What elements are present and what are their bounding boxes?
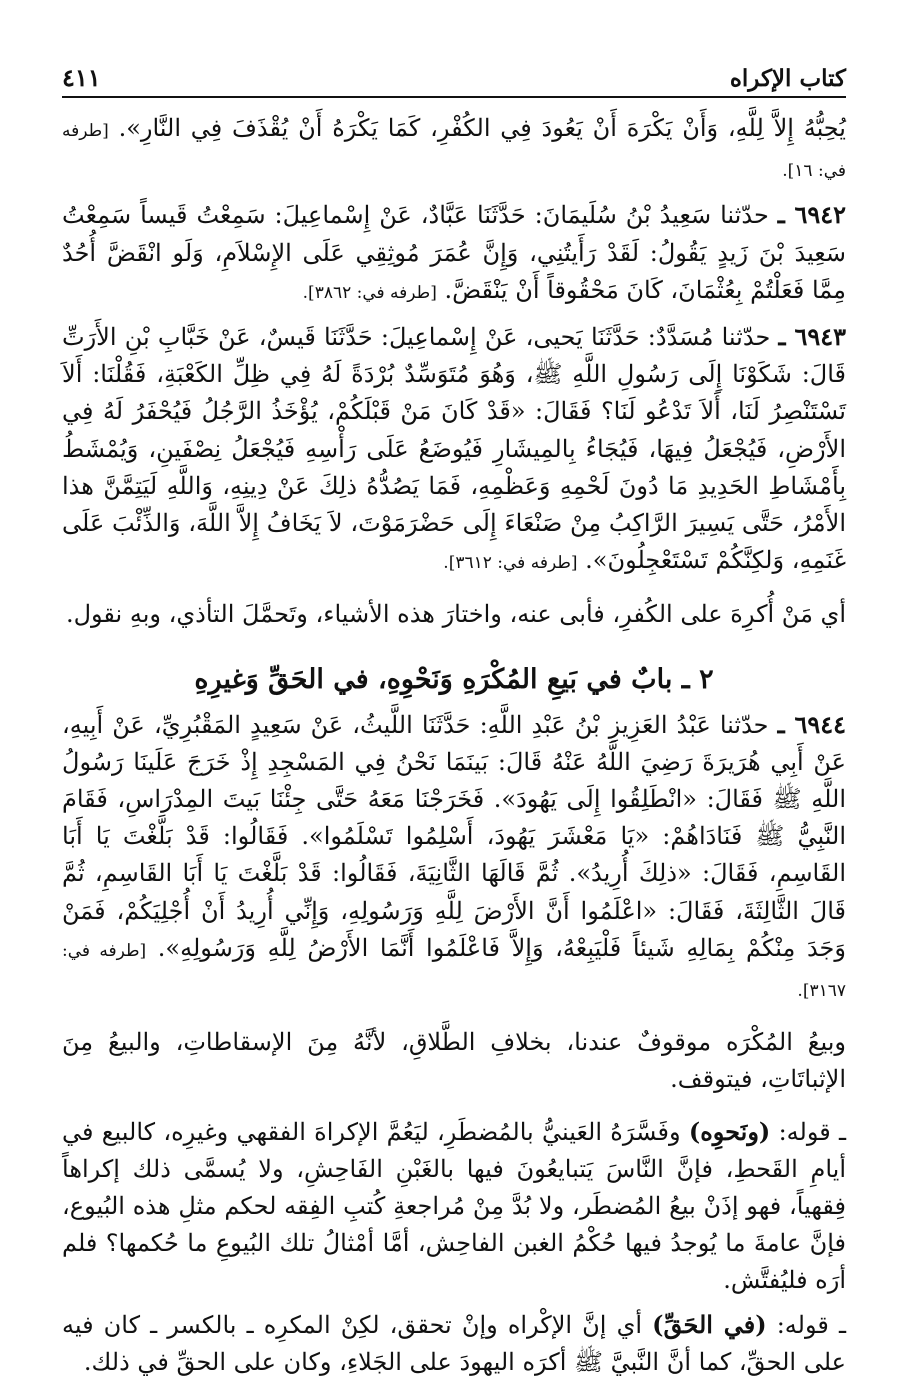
commentary-paragraph — [62, 1306, 846, 1381]
page-number: ٤١١ — [62, 63, 101, 92]
commentary-text: أي إنَّ الإكْراه وإنْ تحقق، لكِنْ المكرِه ـ بالكسر ـ كان فيه على الحقِّ، كما أنَّ النَّبيَّ ﷺ أكرَه اليهودَ على الجَلاءِ، وكان على الحقِّ في ذلك. — [62, 1310, 846, 1376]
commentary-text: وفَسَّرَهُ العَينيُّ بالمُضطَرِ، ليَعُمَّ الإكراهَ الفقهي وغيرِه، كالبيع في أيامِ القَحطِ، فإنَّ النَّاسَ يَتبايعُونَ فيها بالغَبْنِ الفَاحِشِ، ولا يُسمَّى ذلك إكراهاً فِقهياً، فهو إذَنْ بيعُ المُضطَر، ولا بُدَّ مِنْ مُراجعةِ كُتبِ الفِقه لحكم مثلِ هذه البُيوع، فإنَّ عامةَ ما يُوجدُ فيها حُكْمُ الغبن الفاحِش، أمَّا أمْثالُ تلك البُيوعِ ما حُكمها؟ فلم أرَه فليُفتَّش. — [62, 1117, 846, 1295]
cross-reference: [طرفه في: ٣٦١٢]. — [443, 553, 578, 574]
cross-reference: [طرفه في: ١٦]. — [62, 121, 846, 182]
hadith-paragraph — [62, 706, 846, 1011]
commentary-text: أي مَنْ أُكرِهَ على الكُفرِ، فأبى عنه، واختارَ هذه الأشياء، وتَحمَّلَ التأذي، وبهِ نقول. — [65, 600, 846, 629]
hadith-text: حدّثنا مُسَدَّدٌ: حَدَّثَنَا يَحيى، عَنْ إِسْماعِيلَ: حَدَّثَنَا قَيسٌ، عَنْ خَبَّابِ بْنِ الأَرَتِّ قَالَ: شَكَوْنَا إِلَى رَسُولِ اللَّهِ ﷺ، وَهُوَ مُتَوَسِّدٌ بُرْدَةً لَهُ فِي ظِلِّ الكَعْبَةِ، فَقُلْنَا: أَلاَ تَسْتَنْصِرُ لَنَا، أَلاَ تَدْعُو لَنَا؟ فَقَالَ: «قَدْ كَانَ مَنْ قَبْلَكُمْ، يُؤْخَذُ الرَّجُلُ فَيُحْفَرُ لَهُ فِي الأَرْضِ، فَيُجْعَلُ فِيهَا، فَيُجَاءُ بِالمِيشَارِ فَيُوضَعُ عَلَى رَأْسِهِ فَيُجْعَلُ نِصْفَينِ، وَيُمْشَطُ بِأَمْشَاطِ الحَدِيدِ مَا دُونَ لَحْمِهِ وَعَظْمِهِ، فَمَا يَصُدُّهُ ذلِكَ عَنْ دِينِهِ، وَاللَّهِ لَيَتِمَّنَّ هذا الأَمْرُ، حَتَّى يَسِيرَ الرَّاكِبُ مِنْ صَنْعَاءَ إِلَى حَضْرَمَوْتَ، لاَ يَخَافُ إِلاَّ اللَّهَ، وَالذِّئْبَ عَلَى غَنَمِهِ، وَلكِنَّكُمْ تَسْتَعْجِلُونَ». — [62, 323, 846, 575]
hadith-number: ٦٩٤٣ ـ — [778, 322, 846, 352]
commentary-paragraph — [62, 1024, 846, 1098]
commentary-keyword: (ونَحوِه) — [688, 1116, 771, 1146]
paragraph-text: يُحِبُّهُ إِلاَّ لِلَّهِ، وَأَنْ يَكْرَهَ أَنْ يَعُودَ فِي الكُفْرِ، كَمَا يَكْرَهُ أَنْ يُقْذَفَ فِي النَّارِ». — [118, 114, 846, 142]
paragraph — [62, 110, 846, 190]
hadith-paragraph — [62, 318, 846, 582]
commentary-lead: ـ قوله: — [766, 1310, 846, 1339]
hadith-text: حدّثنا عَبْدُ العَزِيزِ بْنُ عَبْدِ اللَّهِ: حَدَّثَنَا اللَّيثُ، عَنْ سَعِيدٍ المَقْبُرِيِّ، عَنْ أَبِيهِ، عَنْ أَبِي هُرَيرَةَ رَضِيَ اللَّهُ عَنْهُ قَالَ: بَينَمَا نَحْنُ فِي المَسْجِدِ إِذْ خَرَجَ عَلَينَا رَسُولُ اللَّهِ ﷺ فَقَالَ: «انْطَلِقُوا إِلَى يَهُودَ». فَخَرَجْنَا مَعَهُ حَتَّى جِئْنَا بَيتَ المِدْرَاسِ، فَقَامَ النَّبِيُّ ﷺ فَنَادَاهُمْ: «يَا مَعْشَرَ يَهُودَ، أَسْلِمُوا تَسْلَمُوا». فَقَالُوا: قَدْ بَلَّغْتَ يَا أَبَا القَاسِمِ، فَقَالَ: «ذلِكَ أُرِيدُ». ثُمَّ قَالَهَا الثَّانِيَةَ، فَقَالُوا: قَدْ بَلَّغْتَ يَا أَبَا القَاسِمِ، ثُمَّ قَالَ الثَّالِثَةَ، فَقَالَ: «اعْلَمُوا أَنَّ الأَرْضَ لِلَّهِ وَرَسُولِهِ، وَإِنِّي أُرِيدُ أَنْ أُجْلِيَكُمْ، فَمَنْ وَجَدَ مِنْكُمْ بِمَالِهِ شَيئاً فَلْيَبِعْهُ، وَإِلاَّ فَاعْلَمُوا أَنَّمَا الأَرْضُ لِلَّهِ وَرَسُولِهِ». — [62, 710, 846, 962]
hadith-text: حدّثنا سَعِيدُ بْنُ سُلَيمَانَ: حَدَّثَنَا عَبَّادٌ، عَنْ إِسْماعِيلَ: سَمِعْتُ قَيساً سَمِعْتُ سَعِيدَ بْنَ زَيدٍ يَقُولُ: لَقَدْ رَأَيتُنِي، وَإِنَّ عُمَرَ مُوثِقِي عَلَى الإِسْلاَمِ، وَلَو انْقَضَّ أُحُدٌ مِمَّا فَعَلْتُمْ بِعُثْمَانَ، كَانَ مَحْقُوقاً أَنْ يَنْقَضَّ. — [62, 201, 846, 304]
page-body — [62, 110, 846, 1381]
hadith-number: ٦٩٤٢ ـ — [777, 200, 846, 230]
commentary-paragraph — [62, 1113, 846, 1300]
commentary-lead: ـ قوله: — [770, 1117, 846, 1146]
cross-reference: [طرفه في: ٣٨٦٢]. — [302, 282, 437, 303]
commentary-keyword: (في الحَقِّ) — [652, 1309, 767, 1339]
commentary-paragraph — [62, 596, 846, 633]
hadith-number: ٦٩٤٤ ـ — [777, 709, 846, 739]
page-header — [62, 52, 846, 98]
running-title: كتاب الإكراه — [729, 65, 846, 92]
commentary-text: وبيعُ المُكْرَه موقوفٌ عندنا، بخلافِ الطَّلاقِ، لأنَّهُ مِنَ الإسقاطاتِ، والبيعُ مِنَ الإثباتَاتِ، فيتوقف. — [62, 1028, 846, 1094]
chapter-title: ٢ ـ بابٌ في بَيعِ المُكْرَهِ وَنَحْوِهِ، في الحَقِّ وَغيرِهِ — [194, 663, 714, 695]
cross-reference: [طرفه في: ٣١٦٧]. — [62, 940, 846, 1002]
hadith-paragraph — [62, 196, 846, 312]
